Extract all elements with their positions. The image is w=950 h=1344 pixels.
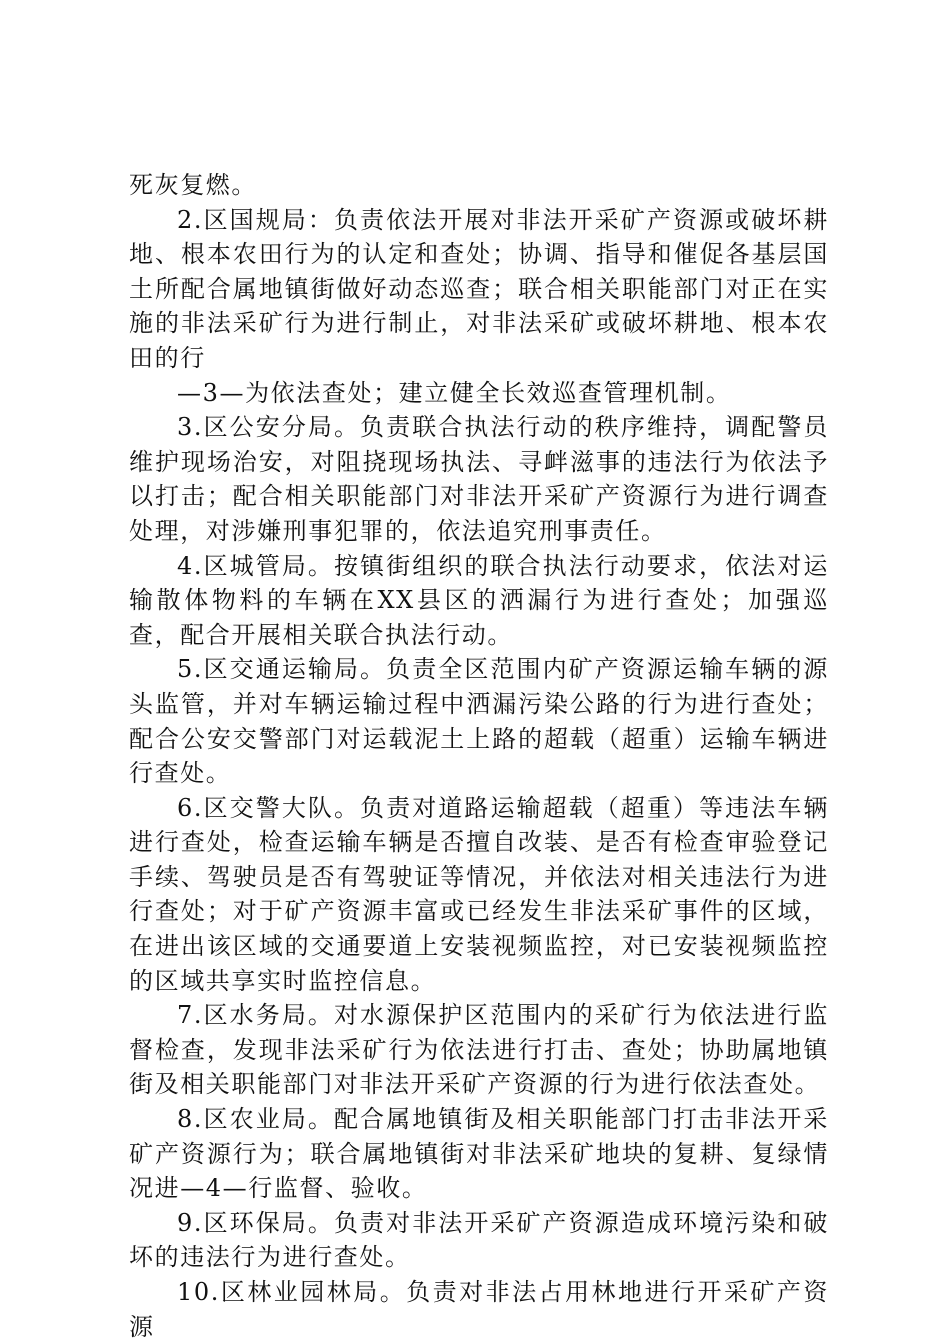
paragraph-continuation: 死灰复燃。: [129, 171, 257, 199]
paragraph-item-9: 9.区环保局。负责对非法开采矿产资源造成环境污染和破坏的违法行为进行查处。: [129, 1208, 829, 1272]
paragraph-item-5: 5.区交通运输局。负责全区范围内矿产资源运输车辆的源头监管，并对车辆运输过程中洒漏污染公路的行为进行查处；配合公安交警部门对运载泥土上路的超载（超重）运输车辆进行查处。: [129, 655, 829, 788]
document-body: [129, 168, 829, 1344]
paragraph-item-7: 7.区水务局。对水源保护区范围内的采矿行为依法进行监督检查，发现非法采矿行为依法进行打击、查处；协助属地镇街及相关职能部门对非法开采矿产资源的行为进行依法查处。: [129, 1001, 829, 1099]
paragraph-item-2: 2.区国规局：负责依法开展对非法开采矿产资源或破坏耕地、根本农田行为的认定和查处；协调、指导和催促各基层国土所配合属地镇街做好动态巡查；联合相关职能部门对正在实施的非法采矿行为进行制止，对非法采矿或破坏耕地、根本农田的行: [129, 205, 829, 372]
paragraph-item-2-continued: —3—为依法查处；建立健全长效巡查管理机制。: [177, 378, 732, 407]
paragraph-item-8: 8.区农业局。配合属地镇街及相关职能部门打击非法开采矿产资源行为；联合属地镇街对非法采矿地块的复耕、复绿情况进—4—行监督、验收。: [129, 1105, 829, 1203]
paragraph-item-6: 6.区交警大队。负责对道路运输超载（超重）等违法车辆进行查处，检查运输车辆是否擅自改装、是否有检查审验登记手续、驾驶员是否有驾驶证等情况，并依法对相关违法行为进行查处；对于矿产资源丰富或已经发生非法采矿事件的区域，在进出该区域的交通要道上安装视频监控，对已安装视频监控的区域共享实时监控信息。: [129, 793, 829, 995]
paragraph-item-4: 4.区城管局。按镇街组织的联合执法行动要求，依法对运输散体物料的车辆在XX县区的洒漏行为进行查处；加强巡查，配合开展相关联合执法行动。: [129, 551, 829, 649]
paragraph-item-3: 3.区公安分局。负责联合执法行动的秩序维持，调配警员维护现场治安，对阻挠现场执法、寻衅滋事的违法行为依法予以打击；配合相关职能部门对非法开采矿产资源行为进行调查处理，对涉嫌刑事犯罪的，依法追究刑事责任。: [129, 413, 829, 545]
paragraph-item-10: 10.区林业园林局。负责对非法占用林地进行开采矿产资源: [129, 1278, 829, 1341]
